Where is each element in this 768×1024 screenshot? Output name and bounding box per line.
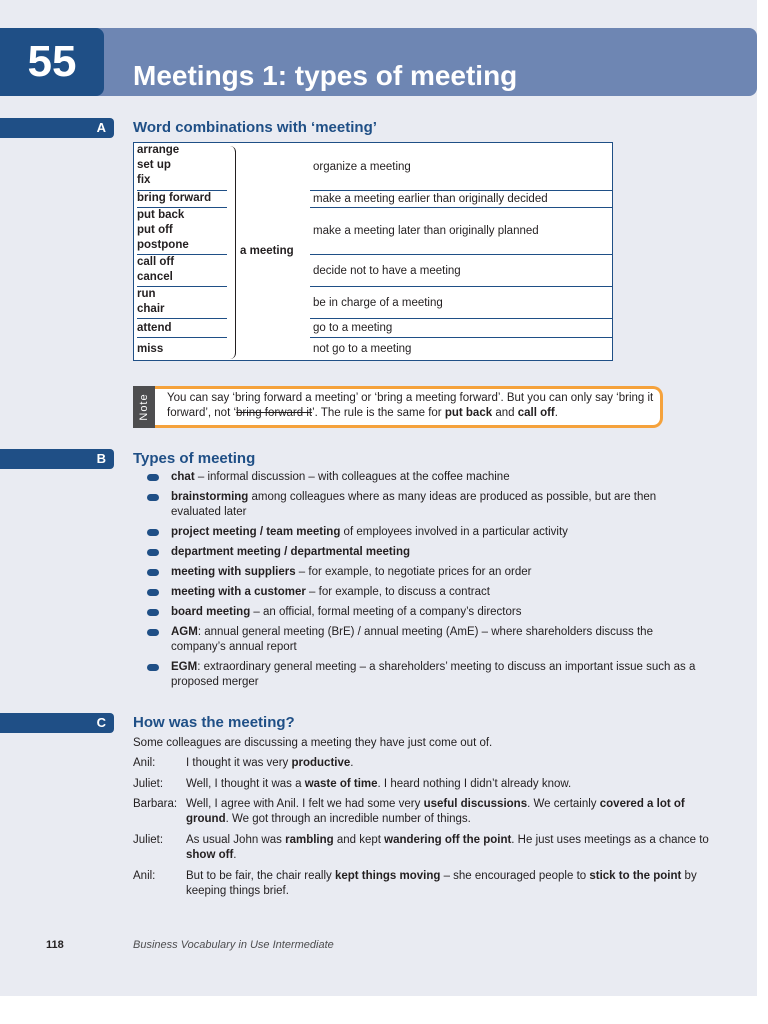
- verb-group: [137, 287, 227, 319]
- verb: set up: [137, 159, 171, 171]
- meaning-cell: [310, 287, 612, 319]
- key-phrase: rambling: [285, 834, 334, 846]
- verb: fix: [137, 174, 151, 186]
- struck-text: bring forward it: [236, 407, 313, 419]
- meaning-cell: [310, 255, 612, 287]
- dialogue-line: [133, 777, 713, 792]
- verb: attend: [137, 322, 172, 334]
- key-phrase: stick to the point: [589, 870, 682, 882]
- meaning: organize a meeting: [313, 160, 411, 173]
- section-c-tab: C: [0, 713, 114, 733]
- note-bold: put back: [444, 407, 493, 419]
- bullet-icon: [147, 494, 159, 501]
- term: brainstorming: [171, 491, 249, 503]
- verb: run: [137, 288, 156, 300]
- meaning: go to a meeting: [313, 322, 393, 334]
- term: AGM: [171, 626, 198, 638]
- section-b-tab: B: [0, 449, 114, 469]
- verb-group: [137, 338, 227, 360]
- bullet-icon: [147, 589, 159, 596]
- speech-part: As usual John was: [186, 834, 286, 846]
- book-title: Business Vocabulary in Use Intermediate: [133, 939, 334, 951]
- meaning: be in charge of a meeting: [313, 296, 443, 309]
- key-phrase: show off: [186, 849, 234, 861]
- dialogue-line: [133, 833, 713, 863]
- speech-part: I thought it was very: [186, 757, 292, 769]
- bullet-icon: [147, 549, 159, 556]
- note-part: .: [554, 407, 558, 419]
- speech-part: and kept: [333, 834, 385, 846]
- verb-group: [137, 191, 227, 208]
- speech-part: .: [350, 757, 354, 769]
- verb: cancel: [137, 271, 173, 283]
- list-item: [147, 490, 707, 520]
- note-part: ’. The rule is the same for: [312, 407, 445, 419]
- verb: arrange: [137, 144, 180, 156]
- speech: [186, 756, 713, 771]
- term-description: : extraordinary general meeting – a shareholders’ meeting to discuss an important issue such as a proposed merger: [171, 661, 696, 688]
- term-description: – for example, to discuss a contract: [305, 586, 490, 598]
- meaning-cell: [310, 191, 612, 208]
- verb: call off: [137, 256, 175, 268]
- bullet-icon: [147, 664, 159, 671]
- page-number: 118: [46, 939, 64, 951]
- speech-part: . I heard nothing I didn’t already know.: [377, 778, 572, 790]
- speaker: Juliet:: [133, 778, 164, 790]
- term: EGM: [171, 661, 198, 673]
- speech-part: . We certainly: [527, 798, 600, 810]
- note-bold: call off: [517, 407, 555, 419]
- bullet-icon: [147, 629, 159, 636]
- section-a-title: Word combinations with ‘meeting’: [133, 119, 377, 136]
- list-item: [147, 525, 707, 540]
- meaning-cell: [310, 319, 612, 338]
- unit-number: 55: [0, 28, 104, 96]
- speaker: Anil:: [133, 757, 156, 769]
- term-description: – informal discussion – with colleagues at the coffee machine: [194, 471, 510, 483]
- note-part: You can say ‘bring forward a meeting’ or ‘bring a meeting forward’. But you can only say ‘bring it forward’, not ‘: [167, 392, 654, 419]
- meaning: decide not to have a meeting: [313, 264, 461, 277]
- term: meeting with a customer: [171, 586, 306, 598]
- speaker: Anil:: [133, 870, 156, 882]
- note-label: Note: [138, 393, 150, 421]
- bullet-icon: [147, 474, 159, 481]
- bullet-icon: [147, 569, 159, 576]
- note-text: [167, 391, 657, 421]
- section-a-tab: A: [0, 118, 114, 138]
- term: board meeting: [171, 606, 251, 618]
- speech-part: .: [233, 849, 237, 861]
- list-item: [147, 545, 707, 560]
- key-phrase: wandering off the point: [384, 834, 512, 846]
- list-item: [147, 565, 707, 580]
- verb-group: [137, 143, 227, 191]
- section-c-title: How was the meeting?: [133, 714, 295, 731]
- meaning: make a meeting later than originally planned: [313, 225, 539, 237]
- speech-part: by keeping things brief.: [186, 870, 697, 897]
- speech-part: Well, I agree with Anil. I felt we had some very: [186, 798, 424, 810]
- list-item: [147, 470, 707, 485]
- key-phrase: useful discussions: [423, 798, 528, 810]
- meaning-cell: [310, 338, 612, 360]
- term-description: – an official, formal meeting of a company’s directors: [250, 606, 522, 618]
- verb-group: [137, 255, 227, 287]
- meaning-cell: [310, 143, 612, 191]
- speech: [186, 833, 713, 863]
- verb-group: [137, 208, 227, 255]
- dialogue-line: [133, 869, 713, 899]
- term: meeting with suppliers: [171, 566, 296, 578]
- verb: put off: [137, 224, 173, 236]
- key-phrase: covered a lot of ground: [186, 798, 685, 825]
- bullet-icon: [147, 529, 159, 536]
- center-word: a meeting: [240, 245, 294, 257]
- meeting-types-list: [147, 470, 707, 690]
- verb: miss: [137, 343, 164, 355]
- section-b-title: Types of meeting: [133, 450, 256, 467]
- speech-part: But to be fair, the chair really: [186, 870, 335, 882]
- meaning: not go to a meeting: [313, 343, 412, 355]
- list-item: [147, 605, 707, 620]
- speech-part: . We got through an incredible number of things.: [225, 813, 471, 825]
- key-phrase: kept things moving: [334, 870, 441, 882]
- verb-group: [137, 319, 227, 338]
- verb: postpone: [137, 239, 189, 251]
- term-description: – for example, to negotiate prices for an order: [295, 566, 532, 578]
- speaker: Barbara:: [133, 798, 178, 810]
- speech: [186, 797, 713, 827]
- page-title: Meetings 1: types of meeting: [133, 60, 518, 91]
- term-description: among colleagues where as many ideas are produced as possible, but are then evaluated later: [171, 491, 657, 518]
- dialogue-line: [133, 756, 713, 771]
- dialogue-intro: Some colleagues are discussing a meeting they have just come out of.: [133, 737, 493, 749]
- note-label-tab: [133, 386, 155, 428]
- speaker: Juliet:: [133, 834, 164, 846]
- key-phrase: productive: [291, 757, 351, 769]
- term: department meeting / departmental meeting: [171, 546, 410, 558]
- dialogue-line: [133, 797, 713, 827]
- speech-part: Well, I thought it was a: [186, 778, 305, 790]
- verb: bring forward: [137, 192, 212, 204]
- meaning-cell: [310, 208, 612, 255]
- speech-part: – she encouraged people to: [440, 870, 590, 882]
- term: chat: [171, 471, 195, 483]
- bullet-icon: [147, 609, 159, 616]
- term: project meeting / team meeting: [171, 526, 341, 538]
- list-item: [147, 625, 707, 655]
- note-part: and: [492, 407, 518, 419]
- term-description: of employees involved in a particular activity: [340, 526, 568, 538]
- term-description: : annual general meeting (BrE) / annual meeting (AmE) – where shareholders discuss the company’s annual report: [171, 626, 653, 653]
- verb: chair: [137, 303, 165, 315]
- speech: [186, 777, 713, 792]
- word-combinations-table: [133, 142, 613, 361]
- speech-part: . He just uses meetings as a chance to: [511, 834, 709, 846]
- meaning: make a meeting earlier than originally decided: [313, 193, 548, 205]
- brace: [230, 146, 236, 359]
- speech: [186, 869, 713, 899]
- list-item: [147, 660, 707, 690]
- verb: put back: [137, 209, 185, 221]
- list-item: [147, 585, 707, 600]
- key-phrase: waste of time: [304, 778, 378, 790]
